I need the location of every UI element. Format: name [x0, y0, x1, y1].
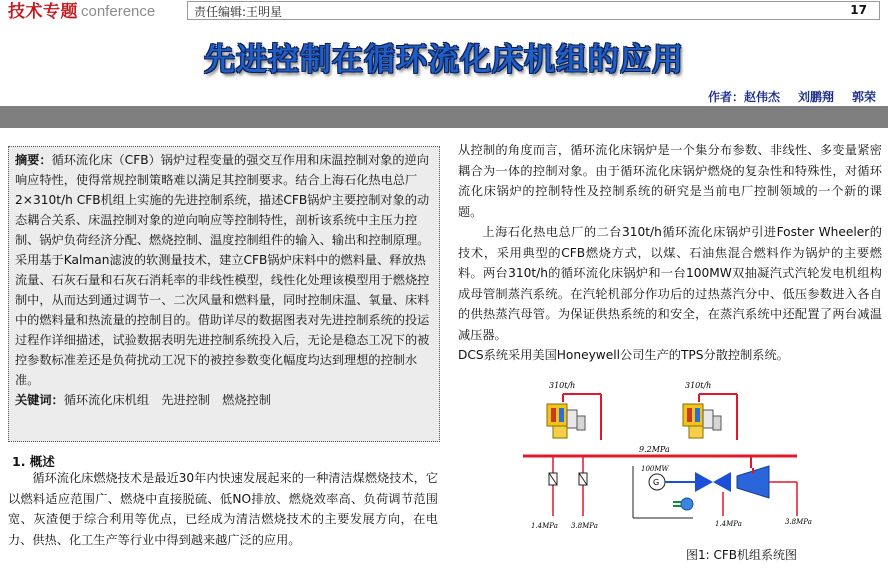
right-column — [458, 140, 882, 366]
svg-text:G: G — [653, 478, 660, 487]
abstract-label: 摘要： — [15, 153, 52, 167]
boiler-1 — [547, 394, 601, 440]
pressure-left-1: 1.4MPa — [531, 522, 558, 530]
right-para-2: 上海石化热电总厂的二台310t/h循环流化床锅炉引进Foster Wheeler的技术，采用典型的CFB燃烧方式，以煤、石油焦混合燃料作为锅炉的主要燃料。两台310t/h的循环流化床锅炉和一台100MW双抽凝汽式汽轮发电机组构成母管制蒸汽系统。在汽轮机部分作功后的过热蒸汽分中、低压参数进入各自的供热蒸汽母管。为保证供热系统的和安全，在蒸汽系统中还配置了两台减温减压器。 — [458, 225, 882, 342]
right-para-3: DCS系统采用美国Honeywell公司生产的TPS分散控制系统。 — [458, 348, 789, 362]
column-brand — [8, 0, 155, 22]
authors-label: 作者： — [707, 90, 744, 104]
author-1: 赵伟杰 — [743, 90, 780, 104]
page-number: 17 — [850, 3, 867, 17]
figure-caption-row — [0, 546, 888, 563]
pressure-left-2: 3.8MPa — [571, 522, 598, 530]
keywords-text: 循环流化床机组 先进控制 燃烧控制 — [63, 393, 271, 407]
hp-turbine — [695, 472, 713, 492]
main-pressure-label: 9.2MPa — [639, 445, 670, 454]
author-2: 刘鹏翔 — [797, 90, 834, 104]
pressure-right-1: 1.4MPa — [715, 520, 742, 528]
abstract-text: 循环流化床（CFB）锅炉过程变量的强交互作用和床温控制对象的逆向响应特性，使得常规控制策略难以满足其控制要求。结合上海石化热电总厂2×310t/h CFB机组上实施的先进控制系统，描述CFB锅炉主要控制对象的动态耦合关系、床温控制对象的逆向响应等控制特性，剖析该系统中主压力控制、锅炉负荷经济分配、燃烧控制、温度控制组件的输入、输出和控制原理。采用基于Kalman滤波的软测量技术，建立CFB锅炉床料中的燃料量、释放热流量、石灰石量和石灰石消耗率的非线性模型，线性化处理该模型用于燃烧控制中，从而达到通过调节一、二次风量和燃料量，同时控制床温、氧量、床料中的燃料量和热流量的控制目的。借助详尽的数据图表对先进控制系统的投运过程作详细描述，试验数据表明先进控制系统投入后，无论是稳态工况下的被控参数标准差还是负荷扰动工况下的被控参数变化幅度均达到理想的控制水准。 — [15, 153, 430, 387]
figure-caption: 图1: CFB机组系统图 — [685, 548, 797, 562]
pump-icon — [681, 498, 693, 510]
brand-en: conference — [81, 3, 156, 20]
editor-box — [187, 1, 880, 20]
article-title: 先进控制在循环流化床机组的应用 — [204, 42, 684, 78]
boiler-2 — [683, 394, 737, 440]
hp-turbine-right — [713, 472, 731, 492]
keywords-label: 关键词： — [15, 393, 64, 407]
cfb-system-diagram — [523, 376, 823, 532]
author-3: 郭荣 — [851, 90, 876, 104]
generator-label: 100MW — [641, 465, 669, 473]
abstract-box — [8, 146, 440, 442]
header-bar — [0, 0, 888, 22]
brand-cn: 技术专题 — [8, 2, 78, 22]
boiler-2-label: 310t/h — [685, 381, 712, 390]
authors — [708, 88, 876, 105]
divider-bar — [0, 106, 888, 128]
section-1-title: 1. 概述 — [12, 454, 55, 469]
section-1-text: 循环流化床燃烧技术是最近30年内快速发展起来的一种清洁煤燃烧技术，它以燃料适应范围广、燃烧中直接脱硫、低NO排放、燃烧效率高、负荷调节范围宽、灰渣便于综合利用等优点，已经成为清洁燃烧技术的主要发展方向，在电力、供热、化工生产等行业中得到越来越广泛的应用。 — [8, 471, 438, 547]
boiler-1-label: 310t/h — [549, 381, 576, 390]
pressure-right-2: 3.8MPa — [785, 518, 812, 526]
right-para-1: 从控制的角度而言，循环流化床锅炉是一个集分布参数、非线性、多变量紧密耦合为一体的控制对象。由于循环流化床锅炉燃烧的复杂性和特殊性，对循环流化床锅炉的控制特性及控制系统的研究是当前电厂控制领域的一个新的课题。 — [458, 143, 882, 219]
editor-credit: 责任编辑:王明星 — [194, 5, 283, 19]
